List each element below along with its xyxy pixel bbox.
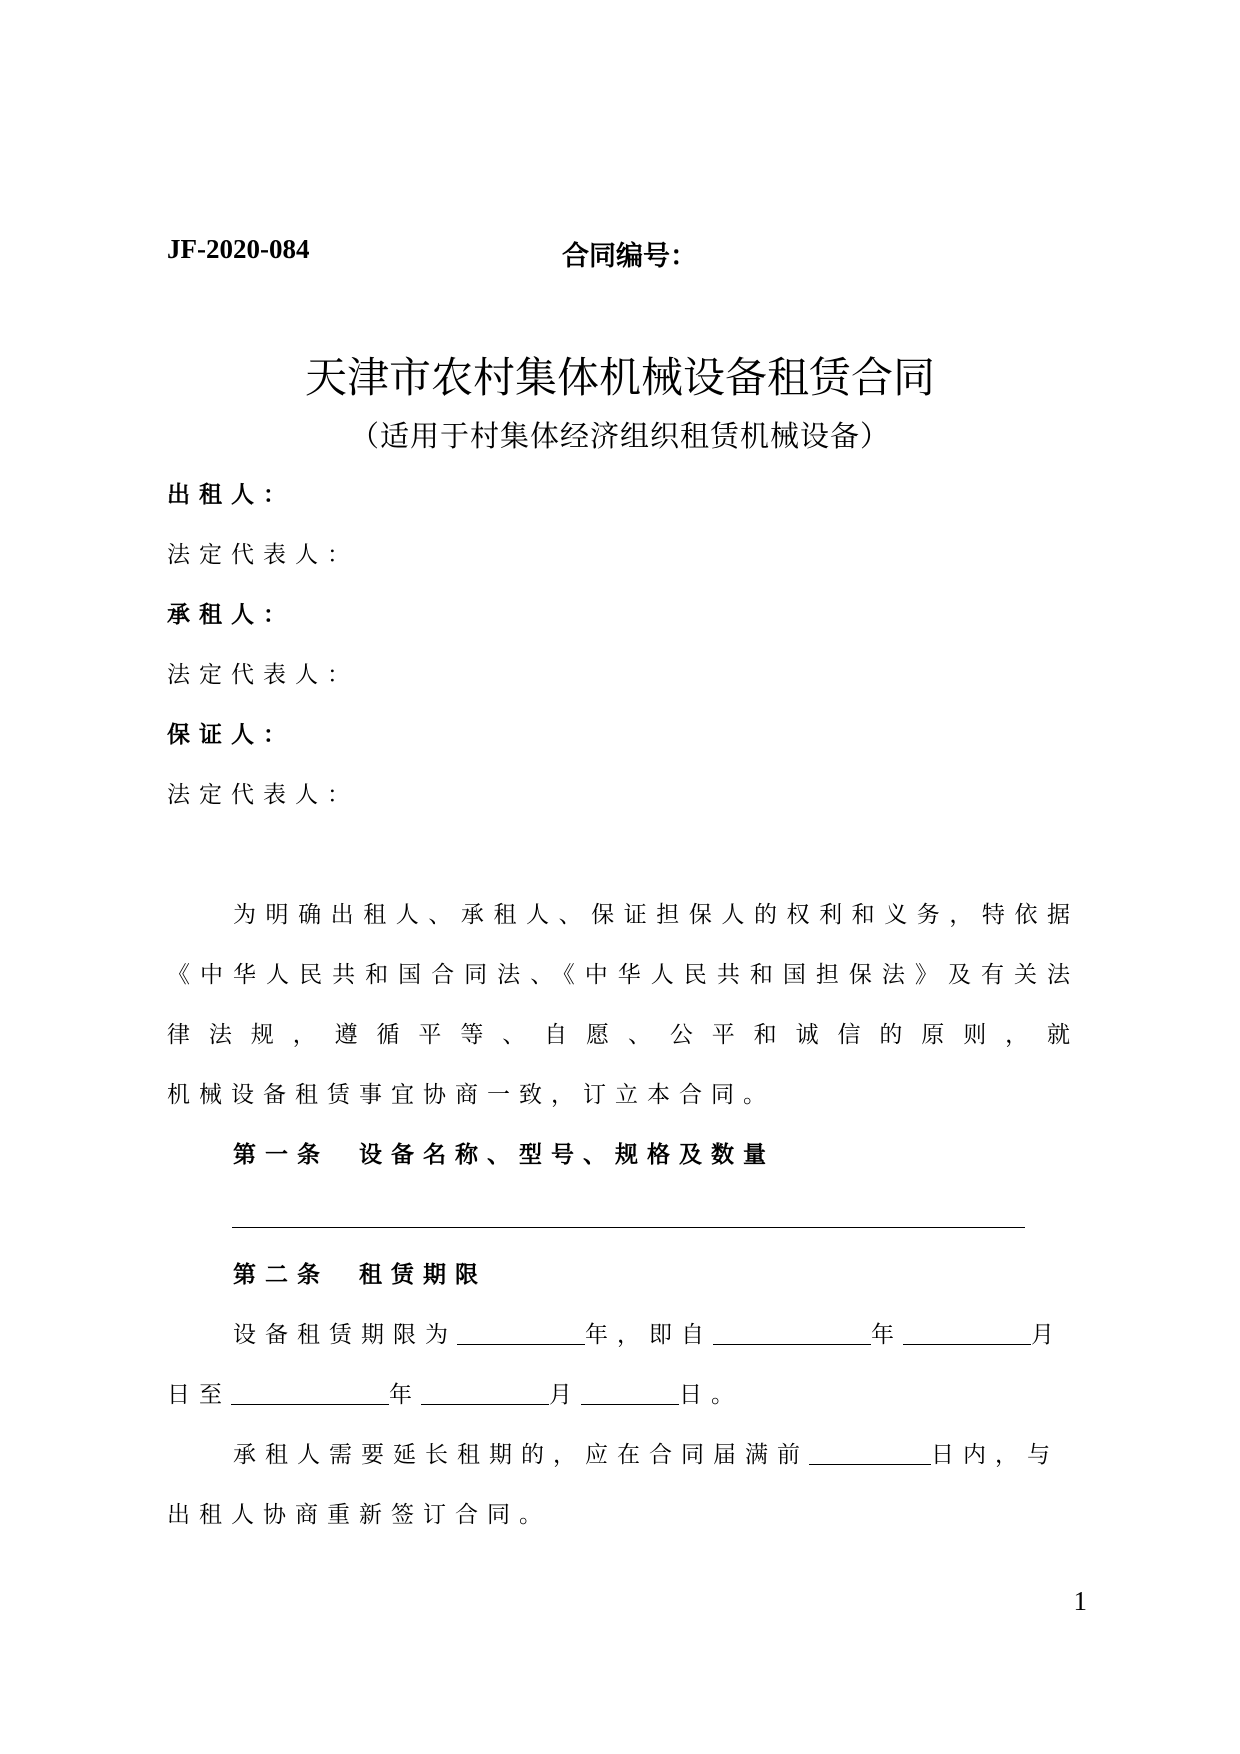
- extension-line-2: 出租人协商重新签订合同。: [167, 1502, 551, 1528]
- article-1-heading: [233, 1136, 775, 1169]
- lease-term-line-1: [233, 1316, 1145, 1349]
- equipment-blank-line: [232, 1227, 1025, 1228]
- extension-text-a: 承租人需要延长租期的，应在合同届满前: [233, 1442, 809, 1468]
- end-year-blank: [231, 1382, 389, 1405]
- start-year-blank: [713, 1322, 871, 1345]
- lessee-representative-label: 法定代表人：: [167, 662, 359, 688]
- lease-term-text-e: 日至: [167, 1382, 231, 1408]
- document-subtitle: （适用于村集体经济组织租赁机械设备）: [349, 419, 890, 453]
- lessor-representative-label: 法定代表人：: [167, 542, 359, 568]
- start-month-blank: [903, 1322, 1031, 1345]
- article-1-title: 设备名称、型号、规格及数量: [359, 1142, 775, 1168]
- guarantor-representative-label: 法定代表人：: [167, 782, 359, 808]
- document-code: JF-2020-084: [167, 234, 310, 264]
- lease-term-text-b: 年，即自: [585, 1322, 713, 1348]
- page-number: 1: [1073, 1586, 1087, 1616]
- preamble-line-2: 《中华人民共和国合同法、《中华人民共和国担保法》及有关法: [167, 962, 1079, 988]
- extension-days-blank: [809, 1442, 931, 1465]
- article-1-number: 第一条: [233, 1142, 329, 1168]
- article-2-heading: [233, 1256, 487, 1289]
- lease-term-text-h: 日。: [679, 1382, 743, 1408]
- lease-term-text-a: 设备租赁期限为: [233, 1322, 457, 1348]
- lessee-label: 承租人：: [167, 602, 295, 628]
- lease-term-text-g: 月: [549, 1382, 581, 1408]
- preamble-line-1: 为明确出租人、承租人、保证担保人的权利和义务，特依据: [233, 902, 1079, 928]
- document-title: 天津市农村集体机械设备租赁合同: [304, 353, 935, 402]
- extension-line-1: [233, 1436, 1145, 1469]
- lease-term-text-c: 年: [871, 1322, 903, 1348]
- lease-years-blank: [457, 1322, 585, 1345]
- end-month-blank: [421, 1382, 549, 1405]
- end-day-blank: [581, 1382, 679, 1405]
- extension-text-b: 日内，与: [931, 1442, 1059, 1468]
- lessor-label: 出租人：: [167, 482, 295, 508]
- lease-term-text-d: 月: [1031, 1322, 1063, 1348]
- contract-number-label: 合同编号：: [562, 241, 697, 272]
- lease-term-line-2: [167, 1376, 1079, 1409]
- article-2-number: 第二条: [233, 1262, 329, 1288]
- article-2-title: 租赁期限: [359, 1262, 487, 1288]
- lease-term-text-f: 年: [389, 1382, 421, 1408]
- preamble-line-3: 律法规，遵循平等、自愿、公平和诚信的原则，就: [167, 1022, 1079, 1048]
- guarantor-label: 保证人：: [167, 722, 295, 748]
- preamble-line-4: 机械设备租赁事宜协商一致，订立本合同。: [167, 1082, 775, 1108]
